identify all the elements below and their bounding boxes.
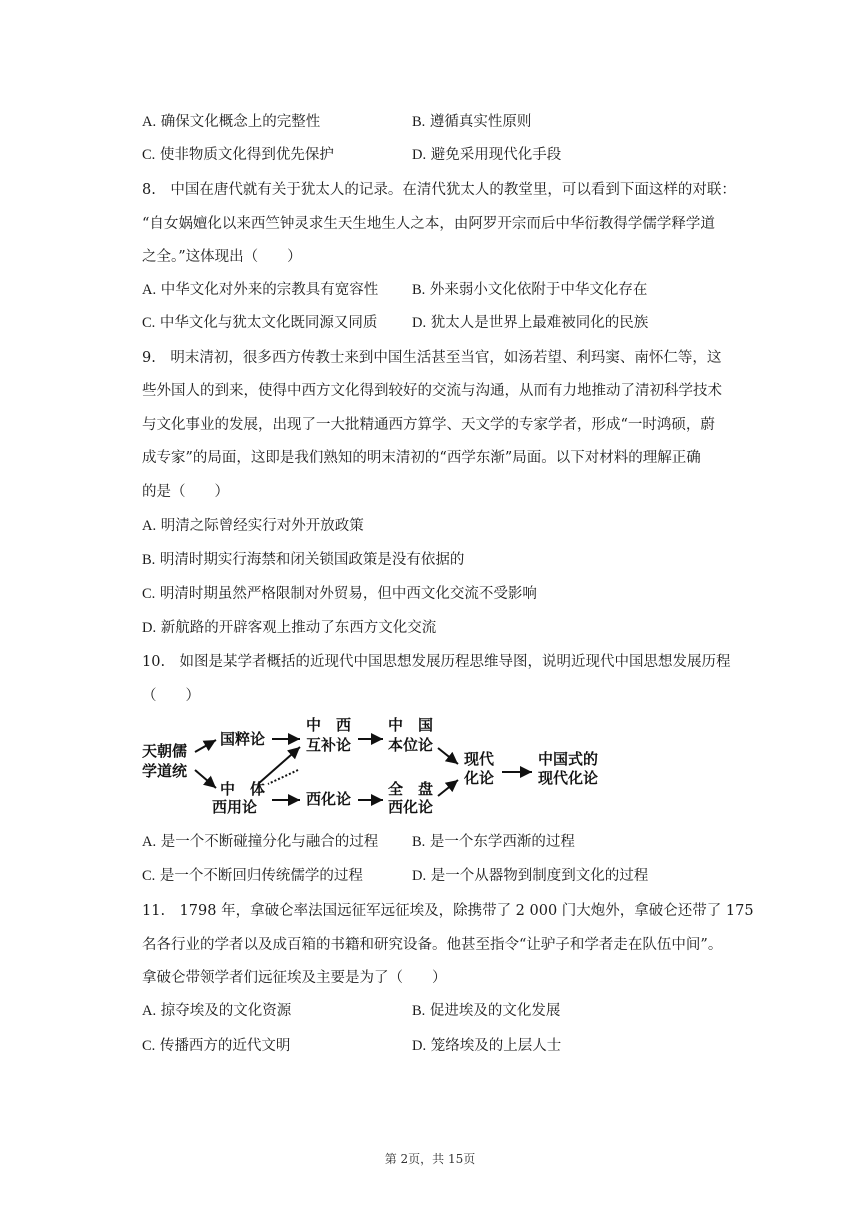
node-xihua: 西化论 <box>306 790 352 808</box>
node-benwei-line2: 本位论 <box>388 736 434 754</box>
arrow-benwei-to-xiandai <box>438 748 458 764</box>
q9-stem-line: 成专家”的局面，这即是我们熟知的明末清初的“西学东渐”局面。以下对材料的理解正确 <box>142 450 701 466</box>
node-hubu-line2: 互补论 <box>306 736 352 754</box>
q8-stem-line: “自女娲嬗化以来西竺钟灵求生天生地生人之本，由阿罗开宗而后中华衍教得学儒学释学道 <box>142 216 715 232</box>
arrow-start-to-guocui <box>195 740 216 752</box>
q9-stem-line: 与文化事业的发展，出现了一大批精通西方算学、天文学的专家学者，形成“一时鸿硕，蔚 <box>142 417 715 433</box>
arrow-start-to-zhongti <box>195 770 216 788</box>
q8-option-b: B. 外来弱小文化依附于中华文化存在 <box>412 282 648 298</box>
q11-option-d: D. 笼络埃及的上层人士 <box>412 1038 562 1054</box>
q10-option-b: B. 是一个东学西渐的过程 <box>412 834 575 850</box>
q11-stem-line: 11. 1798 年，拿破仑率法国远征军远征埃及，除携带了 2 000 门大炮外，拿破仑还带了 175 <box>142 903 754 919</box>
q11-option-c: C. 传播西方的近代文明 <box>142 1038 291 1054</box>
q7-option-a: A. 确保文化概念上的完整性 <box>142 114 321 130</box>
q8-option-c: C. 中华文化与犹太文化既同源又同质 <box>142 315 378 331</box>
node-quanpan-line1: 全 盘 <box>388 780 434 798</box>
node-benwei-line1: 中 国 <box>388 716 434 734</box>
q9-option-d: D. 新航路的开辟客观上推动了东西方文化交流 <box>142 620 437 636</box>
node-end-line1: 中国式的 <box>538 750 599 768</box>
q9-stem-line: 些外国人的到来，使得中西方文化得到较好的交流与沟通，从而有力地推动了清初科学技术 <box>142 383 722 399</box>
q10-stem-line: （ ） <box>142 688 200 704</box>
node-guocui: 国粹论 <box>220 730 266 748</box>
q8-stem-line: 之全。”这体现出（ ） <box>142 249 302 265</box>
q11-stem-line: 拿破仑带领学者们远征埃及主要是为了（ ） <box>142 970 447 986</box>
q10-option-c: C. 是一个不断回归传统儒学的过程 <box>142 868 363 884</box>
q10-option-d: D. 是一个从器物到制度到文化的过程 <box>412 868 649 884</box>
q9-stem-line: 9. 明末清初，很多西方传教士来到中国生活甚至当官，如汤若望、利玛窦、南怀仁等，这 <box>142 350 722 366</box>
q11-stem-line: 名各行业的学者以及成百箱的书籍和研究设备。他甚至指令“让驴子和学者走在队伍中间”。 <box>142 937 723 953</box>
q9-stem-line: 的是（ ） <box>142 484 229 500</box>
q11-option-b: B. 促进埃及的文化发展 <box>412 1003 561 1019</box>
q7-option-b: B. 遵循真实性原则 <box>412 114 532 130</box>
q7-option-d: D. 避免采用现代化手段 <box>412 147 562 163</box>
node-zhongti-line1: 中 体 <box>220 780 266 798</box>
q9-option-c: C. 明清时期虽然严格限制对外贸易，但中西文化交流不受影响 <box>142 586 537 602</box>
page-footer: 第 2页，共 15页 <box>384 1152 476 1166</box>
q10-stem-line: 10. 如图是某学者概括的近现代中国思想发展历程思维导图，说明近现代中国思想发展历程 <box>142 654 731 670</box>
q9-option-b: B. 明清时期实行海禁和闭关锁国政策是没有依据的 <box>142 552 465 568</box>
q9-option-a: A. 明清之际曾经实行对外开放政策 <box>142 518 364 534</box>
node-start-line2: 学道统 <box>142 762 188 780</box>
arrow-quanpan-to-xiandai <box>438 780 458 796</box>
q8-option-a: A. 中华文化对外来的宗教具有宽容性 <box>142 282 379 298</box>
node-quanpan-line2: 西化论 <box>388 798 434 816</box>
node-hubu-line1: 中 西 <box>306 716 352 734</box>
q7-option-c: C. 使非物质文化得到优先保护 <box>142 147 334 163</box>
q8-stem-line: 8. 中国在唐代就有关于犹太人的记录。在清代犹太人的教堂里，可以看到下面这样的对联： <box>142 182 736 198</box>
node-start-line1: 天朝儒 <box>142 742 188 760</box>
thought-development-mind-map <box>140 712 610 816</box>
q11-option-a: A. 掠夺埃及的文化资源 <box>142 1003 292 1019</box>
q8-option-d: D. 犹太人是世界上最难被同化的民族 <box>412 315 649 331</box>
node-zhongti-line2: 西用论 <box>212 798 258 816</box>
node-xiandai-line2: 化论 <box>464 769 495 787</box>
node-end-line2: 现代化论 <box>538 769 599 787</box>
q10-option-a: A. 是一个不断碰撞分化与融合的过程 <box>142 834 379 850</box>
node-xiandai-line1: 现代 <box>464 750 495 768</box>
